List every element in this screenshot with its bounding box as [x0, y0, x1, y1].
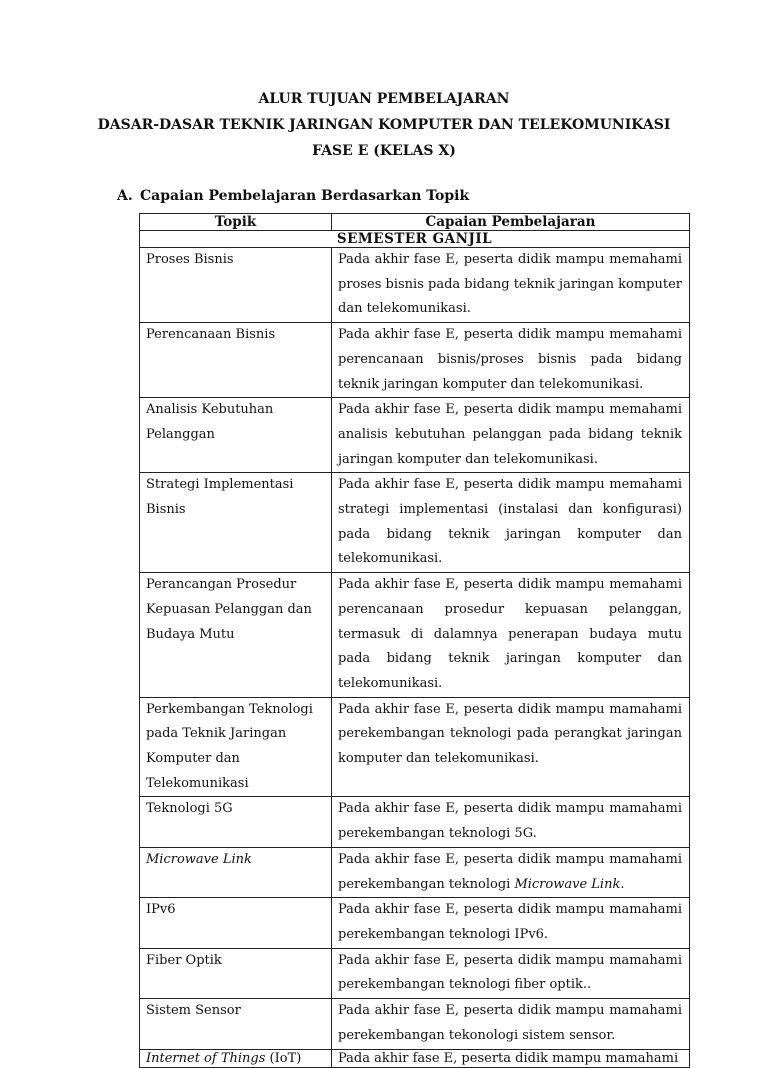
description-suffix: .: [620, 876, 625, 892]
table-row: [140, 1049, 690, 1067]
topic-cell: [140, 1049, 332, 1067]
topic-cell: Fiber Optik: [140, 948, 332, 998]
description-cell: Pada akhir fase E, peserta didik mampu mamahami: [332, 1049, 690, 1067]
topic-cell: Perencanaan Bisnis: [140, 323, 332, 398]
semester-row: [140, 231, 690, 248]
table-row: [140, 898, 690, 948]
description-cell: Pada akhir fase E, peserta didik mampu memahami strategi implementasi (instalasi dan konfigurasi) pada bidang teknik jaringan komputer dan telekomunikasi.: [332, 473, 690, 573]
table-header-row: [140, 214, 690, 231]
title-line-2: DASAR-DASAR TEKNIK JARINGAN KOMPUTER DAN TELEKOMUNIKASI: [97, 117, 671, 133]
table-row: [140, 323, 690, 398]
semester-label: SEMESTER GANJIL: [140, 231, 690, 248]
header-capaian: Capaian Pembelajaran: [332, 214, 690, 231]
table-row: [140, 473, 690, 573]
topic-cell: Perkembangan Teknologi pada Teknik Jaringan Komputer dan Telekomunikasi: [140, 697, 332, 797]
description-cell: [332, 847, 690, 897]
table-row: [140, 797, 690, 847]
description-text: Pada akhir fase E, peserta didik mampu mamahami perekembangan teknologi: [338, 851, 682, 892]
description-cell: Pada akhir fase E, peserta didik mampu memahami perencanaan bisnis/proses bisnis pada bidang teknik jaringan komputer dan telekomunikasi.: [332, 323, 690, 398]
topic-cell: Perancangan Prosedur Kepuasan Pelanggan dan Budaya Mutu: [140, 573, 332, 698]
description-cell: Pada akhir fase E, peserta didik mampu mamahami perekembangan teknologi fiber optik..: [332, 948, 690, 998]
section-letter: A.: [117, 188, 133, 204]
description-cell: Pada akhir fase E, peserta didik mampu mamahami perekembangan tekonologi sistem sensor.: [332, 999, 690, 1049]
description-cell: Pada akhir fase E, peserta didik mampu memahami proses bisnis pada bidang teknik jaringan komputer dan telekomunikasi.: [332, 248, 690, 323]
description-cell: Pada akhir fase E, peserta didik mampu memahami analisis kebutuhan pelanggan pada bidang teknik jaringan komputer dan telekomunikasi.: [332, 398, 690, 473]
topic-italic-text: Internet of Things: [146, 1050, 266, 1066]
topic-cell: Sistem Sensor: [140, 999, 332, 1049]
description-cell: Pada akhir fase E, peserta didik mampu mamahami perekembangan teknologi IPv6.: [332, 898, 690, 948]
title-line-1: ALUR TUJUAN PEMBELAJARAN: [258, 91, 510, 107]
table-row: [140, 573, 690, 698]
table-row: [140, 398, 690, 473]
table-row: [140, 948, 690, 998]
section-heading: [117, 188, 469, 204]
section-title: Capaian Pembelajaran Berdasarkan Topik: [140, 188, 470, 204]
topic-cell: Proses Bisnis: [140, 248, 332, 323]
cp-table: [139, 213, 690, 1068]
topic-cell: Analisis Kebutuhan Pelanggan: [140, 398, 332, 473]
description-cell: Pada akhir fase E, peserta didik mampu memahami perencanaan prosedur kepuasan pelanggan, termasuk di dalamnya penerapan budaya mutu pada bidang teknik jaringan komputer dan telekomunikasi.: [332, 573, 690, 698]
topic-cell: Strategi Implementasi Bisnis: [140, 473, 332, 573]
title-block: [0, 86, 768, 164]
table-row: [140, 847, 690, 897]
topic-cell: IPv6: [140, 898, 332, 948]
description-cell: Pada akhir fase E, peserta didik mampu mamahami perekembangan teknologi 5G.: [332, 797, 690, 847]
header-topik: Topik: [140, 214, 332, 231]
topic-cell: Microwave Link: [140, 847, 332, 897]
description-cell: Pada akhir fase E, peserta didik mampu mamahami perekembangan teknologi pada perangkat jaringan komputer dan telekomunikasi.: [332, 697, 690, 797]
topic-suffix: (IoT): [265, 1050, 302, 1066]
table-row: [140, 248, 690, 323]
topic-cell: Teknologi 5G: [140, 797, 332, 847]
table-row: [140, 697, 690, 797]
description-italic-text: Microwave Link: [514, 876, 621, 892]
title-line-3: FASE E (KELAS X): [312, 143, 456, 159]
